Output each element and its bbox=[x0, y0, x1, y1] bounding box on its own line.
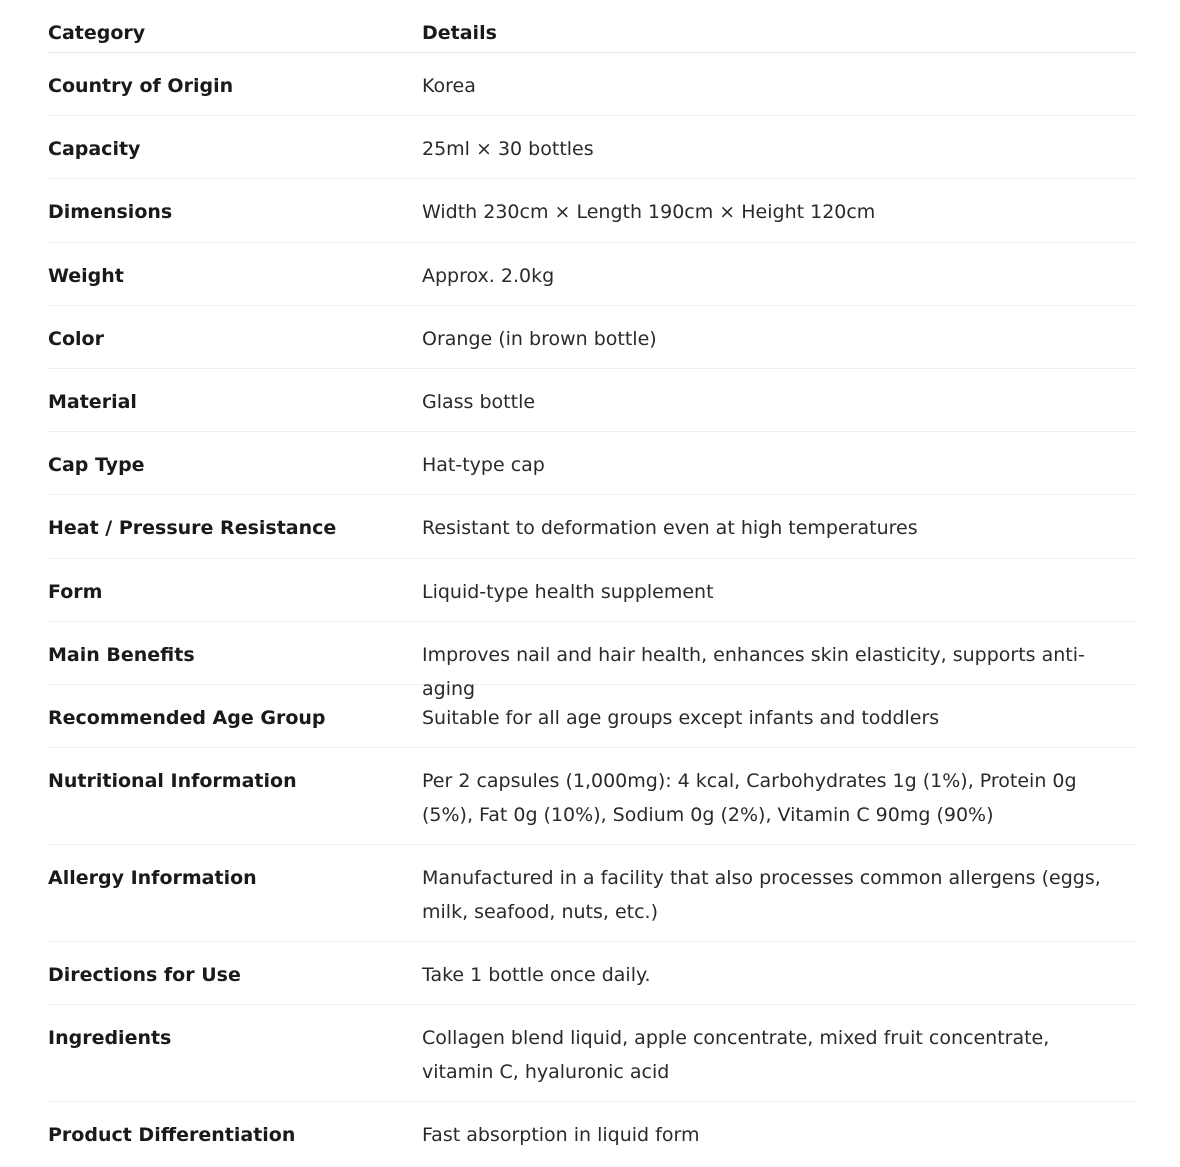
row-category: Nutritional Information bbox=[48, 770, 297, 793]
row-category: Recommended Age Group bbox=[48, 706, 326, 729]
row-category: Color bbox=[48, 327, 104, 350]
table-row bbox=[48, 748, 1136, 845]
row-details: Orange (in brown bottle) bbox=[422, 327, 657, 350]
table-row bbox=[48, 559, 1136, 622]
table-row bbox=[48, 495, 1136, 558]
row-category: Capacity bbox=[48, 138, 141, 161]
row-category: Form bbox=[48, 580, 103, 603]
row-category: Allergy Information bbox=[48, 867, 257, 890]
table-row bbox=[48, 53, 1136, 116]
row-details: Take 1 bottle once daily. bbox=[422, 964, 651, 987]
product-spec-table bbox=[48, 14, 1136, 1165]
row-category: Directions for Use bbox=[48, 964, 241, 987]
row-details: Suitable for all age groups except infants and toddlers bbox=[422, 706, 940, 729]
row-category: Main Benefits bbox=[48, 643, 195, 666]
row-details: Approx. 2.0kg bbox=[422, 264, 555, 287]
table-row bbox=[48, 179, 1136, 242]
table-row bbox=[48, 1005, 1136, 1102]
row-category: Cap Type bbox=[48, 454, 145, 477]
row-category: Ingredients bbox=[48, 1027, 172, 1050]
row-details: Korea bbox=[422, 75, 476, 97]
row-category: Weight bbox=[48, 264, 124, 287]
table-row bbox=[48, 845, 1136, 942]
row-category: Material bbox=[48, 390, 137, 413]
table-row bbox=[48, 306, 1136, 369]
row-details: 25ml × 30 bottles bbox=[422, 138, 594, 161]
table-row bbox=[48, 116, 1136, 179]
row-category: Country of Origin bbox=[48, 75, 234, 97]
table-header-row bbox=[48, 14, 1136, 53]
row-details: Liquid-type health supplement bbox=[422, 580, 714, 603]
row-details: Hat-type cap bbox=[422, 454, 545, 477]
header-details: Details bbox=[422, 22, 497, 44]
table-row bbox=[48, 942, 1136, 1005]
table-row bbox=[48, 432, 1136, 495]
row-details: Resistant to deformation even at high temperatures bbox=[422, 517, 918, 540]
row-details: Glass bottle bbox=[422, 390, 536, 413]
row-category: Dimensions bbox=[48, 201, 173, 224]
row-category: Product Differentiation bbox=[48, 1124, 296, 1147]
row-details: Fast absorption in liquid form bbox=[422, 1124, 700, 1147]
header-category: Category bbox=[48, 22, 146, 44]
row-details: Per 2 capsules (1,000mg): 4 kcal, Carbohydrates 1g (1%), Protein 0g (5%), Fat 0g (10%), Sodium 0g (2%), Vitamin C 90mg (90%) bbox=[422, 770, 1077, 827]
table-row bbox=[48, 369, 1136, 432]
table-row bbox=[48, 243, 1136, 306]
table-row bbox=[48, 622, 1136, 700]
row-details: Width 230cm × Length 190cm × Height 120cm bbox=[422, 201, 876, 224]
row-category: Heat / Pressure Resistance bbox=[48, 517, 337, 540]
row-details: Manufactured in a facility that also processes common allergens (eggs, milk, seafood, nuts, etc.) bbox=[422, 867, 1101, 924]
row-details: Improves nail and hair health, enhances skin elasticity, supports anti-aging bbox=[422, 643, 1085, 700]
table-row bbox=[48, 1102, 1136, 1165]
row-details: Collagen blend liquid, apple concentrate, mixed fruit concentrate, vitamin C, hyaluronic acid bbox=[422, 1027, 1050, 1084]
